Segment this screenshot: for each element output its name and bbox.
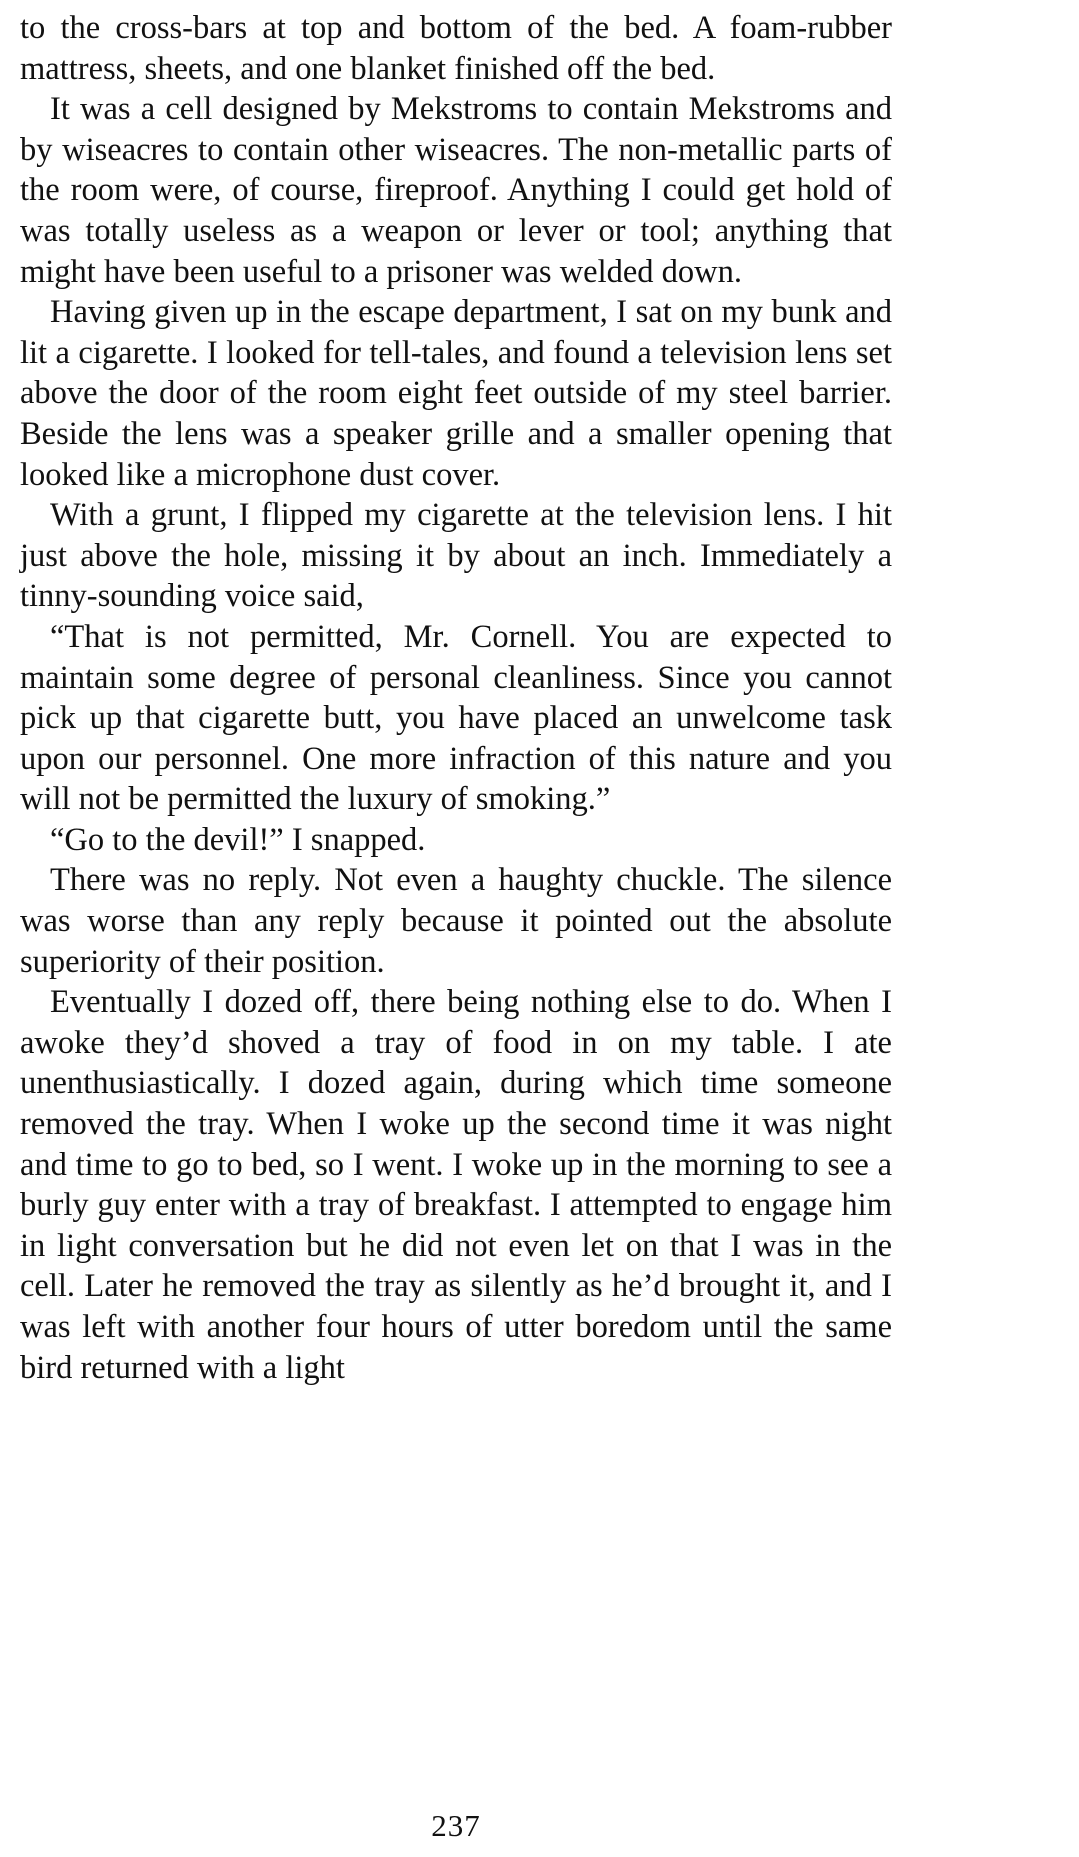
paragraph-continued: to the cross-bars at top and bottom of the bed. A foam-rubber mattress, sheets, and one blanket finished off the bed.	[20, 10, 892, 87]
paragraph: Eventually I dozed off, there being nothing else to do. When I awoke they’d shoved a tray of food in on my table. I ate unenthusiastically. I dozed again, during which time someone removed the tray. When I woke up the second time it was night and time to go to bed, so I went. I woke up in the morning to see a burly guy enter with a tray of breakfast. I attempted to engage him in light conversation but he did not even let on that I was in the cell. Later he removed the tray as silently as he’d brought it, and I was left with another four hours of utter boredom until the same bird returned with a light	[20, 984, 892, 1386]
book-page	[20, 8, 892, 1848]
body-text	[20, 8, 892, 1388]
paragraph: “Go to the devil!” I snapped.	[50, 821, 426, 858]
paragraph: With a grunt, I flipped my cigarette at the television lens. I hit just above the hole, missing it by about an inch. Immediately a tinny-sounding voice said,	[20, 497, 892, 615]
paragraph: “That is not permitted, Mr. Cornell. You are expected to maintain some degree of personal cleanliness. Since you cannot pick up that cigarette butt, you have placed an unwelcome task upon our personnel. One more infraction of this nature and you will not be permitted the luxury of smoking.”	[20, 618, 892, 818]
page-number: 237	[431, 1808, 481, 1843]
paragraph: It was a cell designed by Mekstroms to contain Mekstroms and by wiseacres to contain other wiseacres. The non-metallic parts of the room were, of course, fireproof. Anything I could get hold of was totally useless as a weapon or lever or tool; anything that might have been useful to a prisoner was welded down.	[20, 91, 892, 290]
paragraph: There was no reply. Not even a haughty chuckle. The silence was worse than any reply because it pointed out the absolute superiority of their position.	[20, 862, 892, 980]
paragraph: Having given up in the escape department, I sat on my bunk and lit a cigarette. I looked for tell-tales, and found a television lens set above the door of the room eight feet outside of my steel barrier. Beside the lens was a speaker grille and a smaller opening that looked like a microphone dust cover.	[20, 294, 892, 493]
